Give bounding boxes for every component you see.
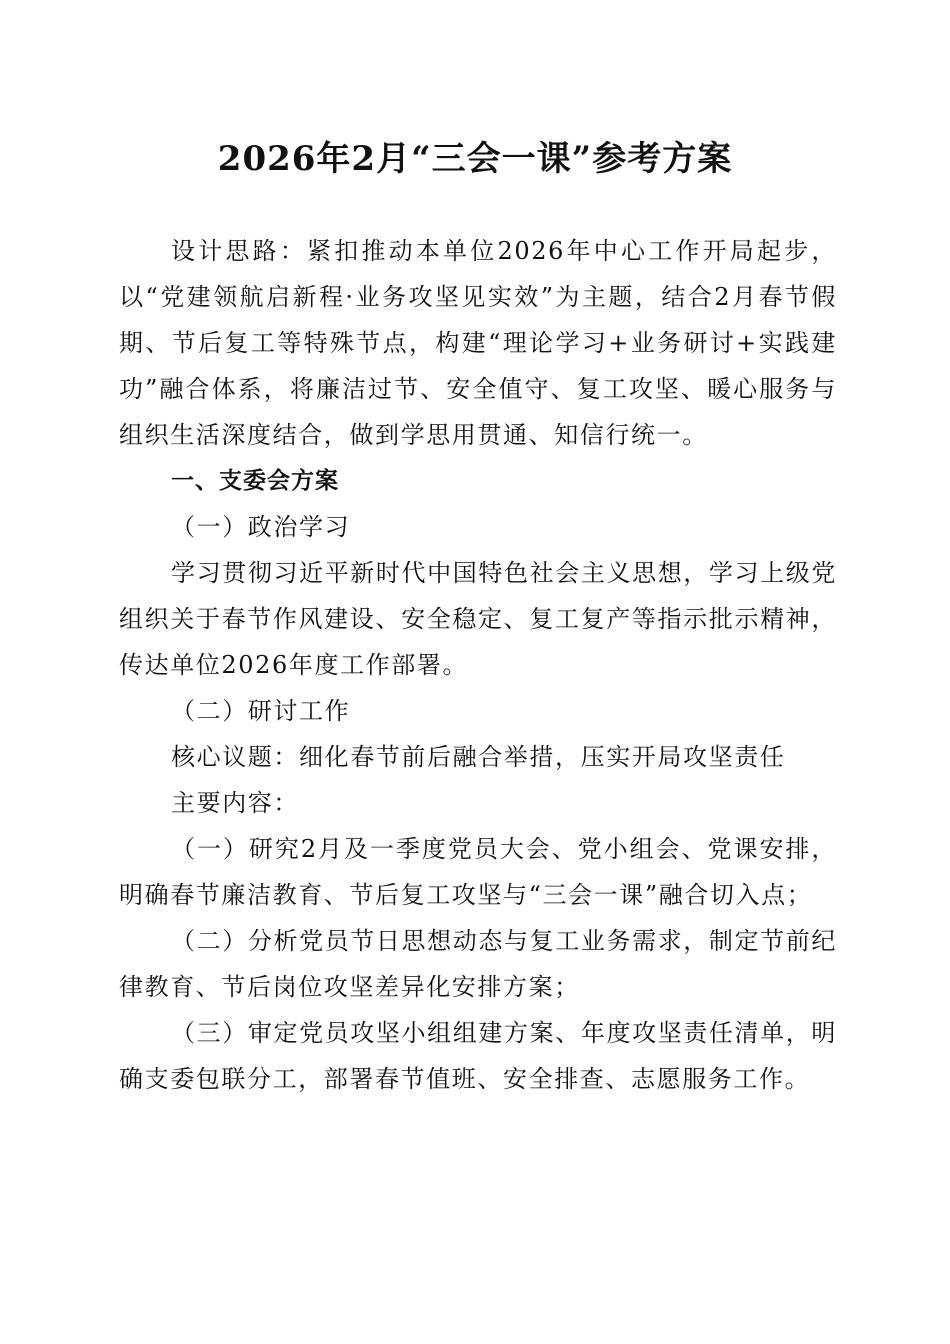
content-item: （二）分析党员节日思想动态与复工业务需求，制定节前纪律教育、节后岗位攻坚差异化安排方案； (119, 927, 837, 1001)
political-study-paragraph: 学习贯彻习近平新时代中国特色社会主义思想，学习上级党组织关于春节作风建设、安全稳定、复工复产等指示批示精神，传达单位2026年度工作部署。 (119, 559, 837, 679)
section-heading-branch-committee: 一、支委会方案 (171, 468, 339, 494)
subsection-heading-political-study: （一）政治学习 (171, 513, 351, 541)
document-title: 2026年2月“三会一课”参考方案 (217, 139, 733, 179)
core-topic-line: 核心议题：细化春节前后融合举措，压实开局攻坚责任 (171, 743, 786, 771)
document-body (119, 228, 837, 1102)
design-idea-paragraph: 设计思路：紧扣推动本单位2026年中心工作开局起步，以“党建领航启新程·业务攻坚见实效”为主题，结合2月春节假期、节后复工等特殊节点，构建“理论学习+业务研讨+实践建功”融合体系，将廉洁过节、安全值守、复工攻坚、暖心服务与组织生活深度结合，做到学思用贯通、知信行统一。 (119, 237, 837, 449)
main-content-label: 主要内容： (171, 789, 299, 817)
content-item: （三）审定党员攻坚小组组建方案、年度攻坚责任清单，明确支委包联分工，部署春节值班、安全排查、志愿服务工作。 (119, 1019, 837, 1093)
subsection-heading-discussion: （二）研讨工作 (171, 697, 351, 725)
content-item: （一）研究2月及一季度党员大会、党小组会、党课安排，明确春节廉洁教育、节后复工攻坚与“三会一课”融合切入点； (119, 835, 837, 909)
